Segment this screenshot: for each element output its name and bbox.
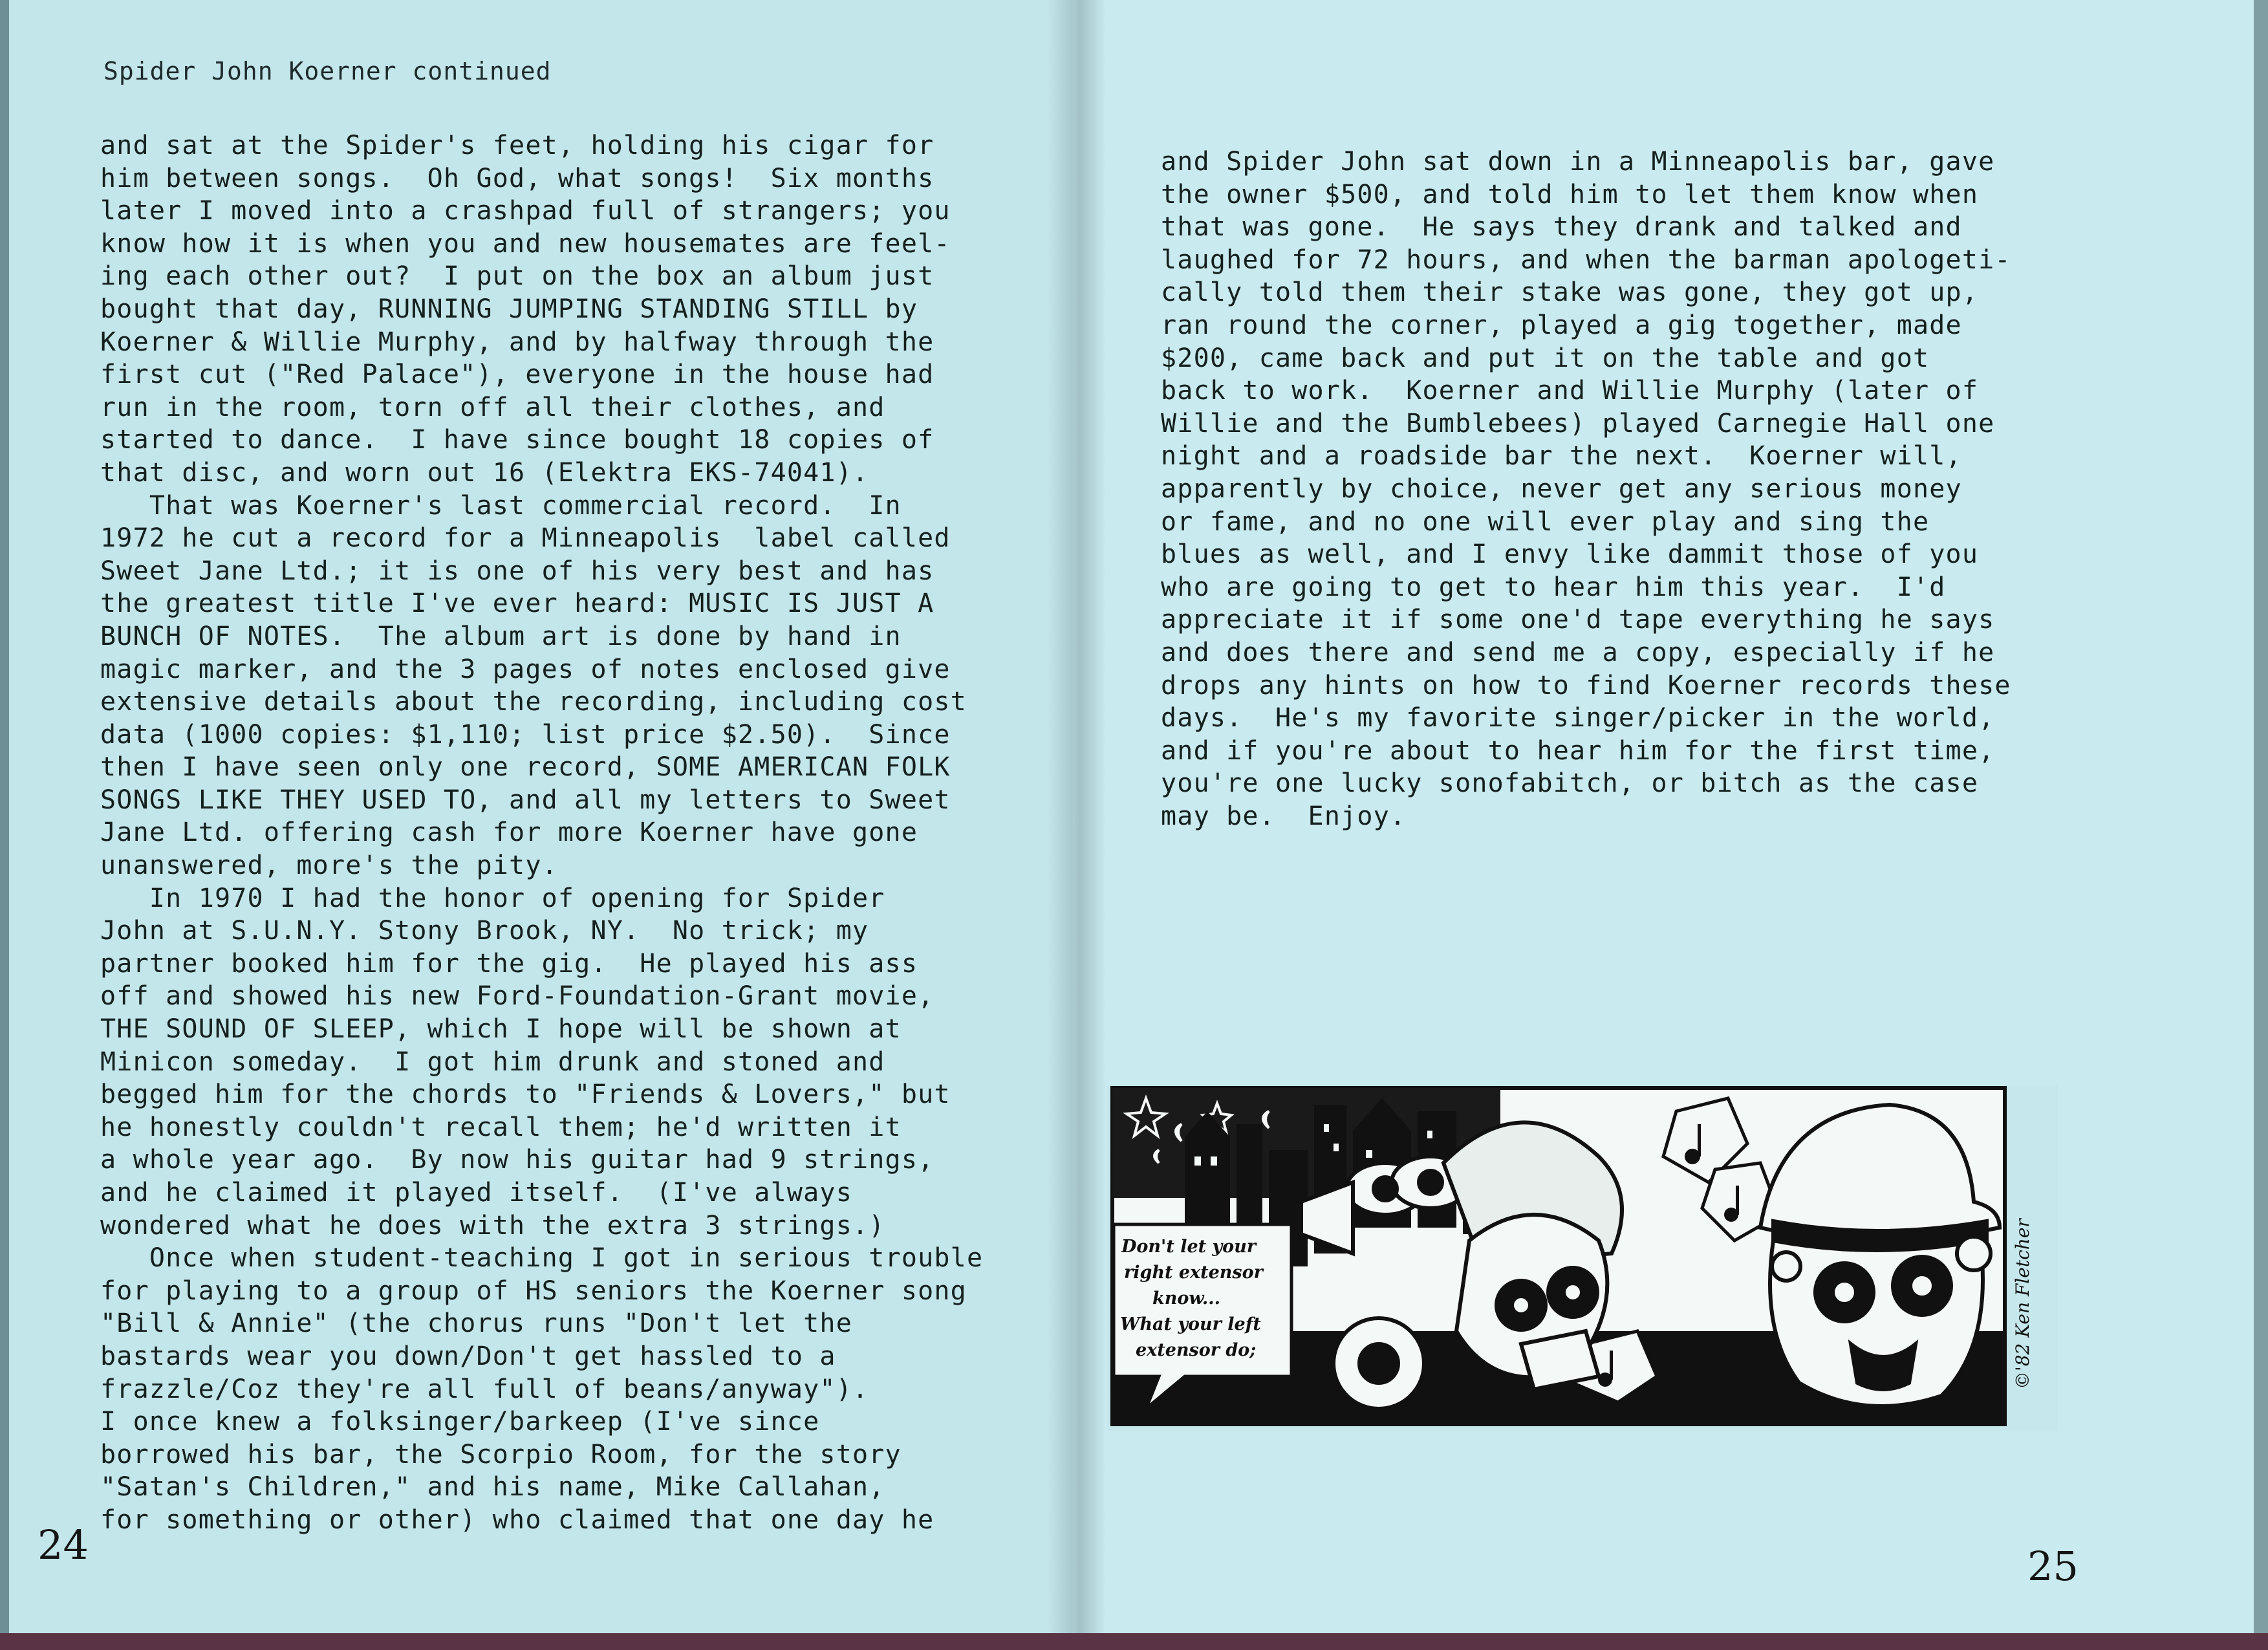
text-line: he honestly couldn't recall them; he'd written it [100, 1112, 902, 1142]
text-line: know how it is when you and new housemates are feel- [100, 228, 951, 259]
text-line: then I have seen only one record, SOME AMERICAN FOLK [100, 752, 951, 783]
text-line: who are going to get to hear him this year. I'd [1161, 572, 1946, 602]
text-line: magic marker, and the 3 pages of notes enclosed give [100, 654, 951, 684]
text-line: run in the room, torn off all their clothes, and [100, 392, 885, 422]
text-line: THE SOUND OF SLEEP, which I hope will be shown at [100, 1014, 902, 1045]
text-line: I once knew a folksinger/barkeep (I've since [100, 1407, 820, 1437]
text-line: night and a roadside bar the next. Koerner will, [1161, 441, 1962, 472]
text-line: wondered what he does with the extra 3 strings.) [100, 1210, 885, 1241]
text-line: John at S.U.N.Y. Stony Brook, NY. No trick; my [100, 916, 869, 946]
cartoon-speech-line: right extensor [1124, 1263, 1263, 1283]
text-line: Koerner & Willie Murphy, and by halfway through the [100, 327, 934, 357]
text-line: and if you're about to hear him for the first time, [1161, 735, 1995, 766]
text-line: bastards wear you down/Don't get hassled to a [100, 1341, 836, 1371]
text-line: that was gone. He says they drank and talked and [1161, 212, 1962, 243]
artist-signature: ©'82 Ken Fletcher [2012, 1219, 2033, 1389]
text-line: a whole year ago. By now his guitar had 9 strings, [100, 1145, 934, 1175]
text-line: extensive details about the recording, including cost [100, 687, 967, 717]
text-line: the greatest title I've ever heard: MUSIC IS JUST A [100, 589, 934, 619]
text-line: ran round the corner, played a gig together, made [1161, 310, 1962, 340]
text-line: bought that day, RUNNING JUMPING STANDING STILL by [100, 294, 918, 324]
text-line: drops any hints on how to find Koerner records these [1161, 670, 2011, 700]
text-line: SONGS LIKE THEY USED TO, and all my letters to Sweet [100, 785, 951, 815]
text-line: "Bill & Annie" (the chorus runs "Don't let the [100, 1308, 852, 1339]
cartoon-speech-line: Don't let your [1121, 1237, 1257, 1257]
text-line: for playing to a group of HS seniors the Koerner song [100, 1275, 967, 1306]
text-line: In 1970 I had the honor of opening for Spider [100, 883, 885, 913]
text-line: $200, came back and put it on the table and got [1161, 343, 1930, 373]
text-line: Minicon someday. I got him drunk and stoned and [100, 1047, 885, 1077]
text-line: the owner $500, and told him to let them know when [1161, 179, 1979, 210]
text-line: unanswered, more's the pity. [100, 851, 558, 881]
text-line: apparently by choice, never get any serious money [1161, 473, 1962, 504]
text-line: laughed for 72 hours, and when the barman apologeti- [1161, 244, 2011, 275]
robot-cartoon-illustration [1107, 1085, 2058, 1431]
text-line: Jane Ltd. offering cash for more Koerner have gone [100, 818, 918, 848]
text-line: That was Koerner's last commercial record. In [100, 490, 902, 521]
text-line: cally told them their stake was gone, they got up, [1161, 277, 1979, 308]
text-line: "Satan's Children," and his name, Mike Callahan, [100, 1472, 885, 1503]
text-line: 1972 he cut a record for a Minneapolis label called [100, 523, 951, 554]
text-line: first cut ("Red Palace"), everyone in the house had [100, 360, 934, 390]
text-line: later I moved into a crashpad full of strangers; you [100, 196, 951, 226]
text-line: you're one lucky sonofabitch, or bitch as the case [1161, 768, 1979, 799]
text-line: Willie and the Bumblebees) played Carnegie Hall one [1161, 408, 1995, 439]
book-gutter [1048, 0, 1106, 1633]
text-line: begged him for the chords to "Friends & Lovers," but [100, 1080, 951, 1110]
text-line: days. He's my favorite singer/picker in the world, [1161, 703, 1995, 733]
text-line: and he claimed it played itself. (I've always [100, 1178, 852, 1208]
text-line: appreciate it if some one'd tape everything he says [1161, 605, 1995, 635]
text-line: back to work. Koerner and Willie Murphy (later of [1161, 376, 1979, 406]
right-text-column [1161, 146, 2011, 832]
text-line: partner booked him for the gig. He played his ass [100, 948, 918, 979]
text-line: Sweet Jane Ltd.; it is one of his very best and has [100, 556, 934, 586]
text-line: Once when student-teaching I got in serious trouble [100, 1243, 984, 1274]
cartoon-speech-line: know... [1152, 1288, 1221, 1308]
text-line: him between songs. Oh God, what songs! Six months [100, 163, 934, 193]
left-text-column [100, 129, 983, 1537]
cartoon-speech-line: What your left [1120, 1314, 1261, 1334]
page-number-right: 25 [2027, 1543, 2079, 1590]
text-line: started to dance. I have since bought 18 copies of [100, 425, 934, 455]
text-line: may be. Enjoy. [1161, 801, 1407, 831]
text-line: that disc, and worn out 16 (Elektra EKS-74041). [100, 457, 869, 488]
text-line: frazzle/Coz they're all full of beans/anyway"). [100, 1374, 869, 1404]
left-page [0, 0, 1074, 1633]
text-line: and does there and send me a copy, especially if he [1161, 637, 1995, 668]
left-page-edge [0, 0, 9, 1633]
text-line: borrowed his bar, the Scorpio Room, for the story [100, 1439, 902, 1470]
right-page-edge [2254, 0, 2268, 1633]
text-line: blues as well, and I envy like dammit those of you [1161, 539, 1979, 570]
text-line: data (1000 copies: $1,110; list price $2.50). Since [100, 719, 951, 750]
text-line: ing each other out? I put on the box an album just [100, 261, 934, 292]
page-number-left: 24 [38, 1521, 89, 1569]
running-header: Spider John Koerner continued [103, 57, 552, 85]
text-line: for something or other) who claimed that one day he [100, 1504, 934, 1535]
text-line: off and showed his new Ford-Foundation-Grant movie, [100, 981, 934, 1012]
cartoon-speech-line: extensor do; [1136, 1340, 1257, 1360]
cover-edge-band [0, 1633, 2268, 1650]
text-line: BUNCH OF NOTES. The album art is done by hand in [100, 621, 902, 651]
text-line: or fame, and no one will ever play and sing the [1161, 506, 1930, 537]
text-line: and Spider John sat down in a Minneapolis bar, gave [1161, 147, 1995, 177]
text-line: and sat at the Spider's feet, holding his cigar for [100, 131, 934, 160]
